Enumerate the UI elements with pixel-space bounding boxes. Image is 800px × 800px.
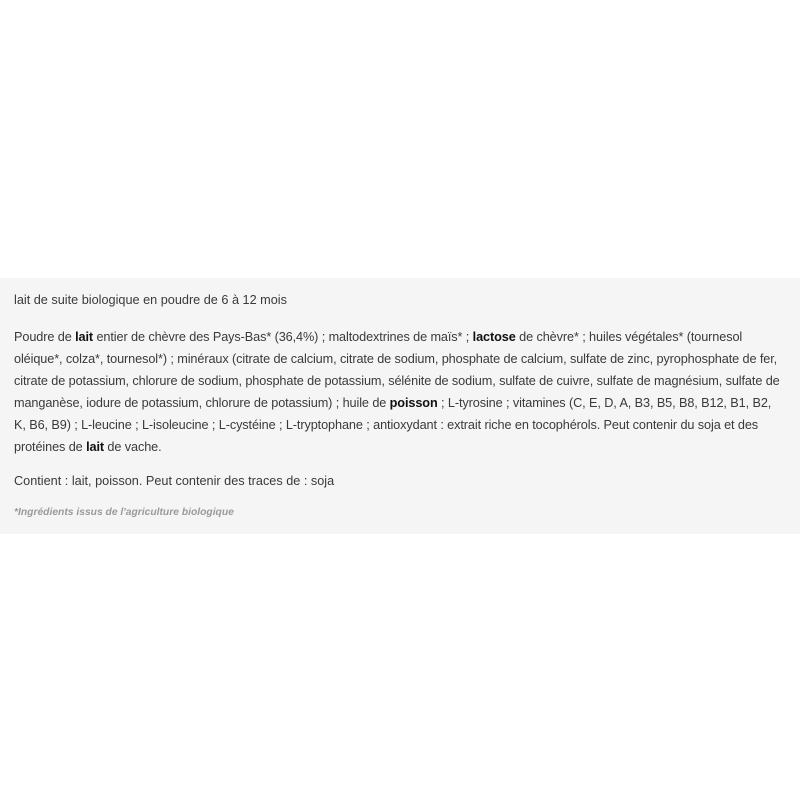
ingredients-text: de vache.	[104, 440, 162, 454]
allergen-highlight: poisson	[389, 396, 438, 410]
allergen-statement: Contient : lait, poisson. Peut contenir des traces de : soja	[14, 474, 335, 488]
allergen-highlight: lait	[86, 440, 104, 454]
allergen-highlight: lait	[75, 330, 94, 344]
product-info-panel	[0, 278, 800, 534]
ingredients-text: de chèvre* ; huiles végétales* (tournesol oléique*, colza*, tournesol*) ; minéraux (citrate de calcium, citrate de sodium, phosphate de calcium, sulfate de zinc, pyrophosphate de fer, citrate de potassium, chlorure de sodium, phosphate de potassium, sélénite de sodium, sulfate de cuivre, sulfate de magnésium, sulfate de manganèse, iodure de potassium, chlorure de potassium) ; huile de	[14, 330, 780, 410]
organic-footnote: *Ingrédients issus de l'agriculture biologique	[14, 507, 234, 518]
ingredients-text: entier de chèvre des Pays-Bas* (36,4%) ; maltodextrines de maïs* ;	[93, 330, 473, 344]
ingredients-text: ; L-tyrosine ; vitamines (C, E, D, A, B3, B5, B8, B12, B1, B2, K, B6, B9) ; L-leucine ; L-isoleucine ; L-cystéine ; L-tryptophane ; antioxydant : extrait riche en tocophérols. Peut contenir du soja et des protéines de	[14, 396, 772, 454]
ingredients-text: Poudre de	[14, 330, 76, 344]
allergen-highlight: lactose	[472, 330, 516, 344]
ingredients-list	[14, 326, 786, 458]
product-subtitle: lait de suite biologique en poudre de 6 à 12 mois	[14, 293, 287, 307]
